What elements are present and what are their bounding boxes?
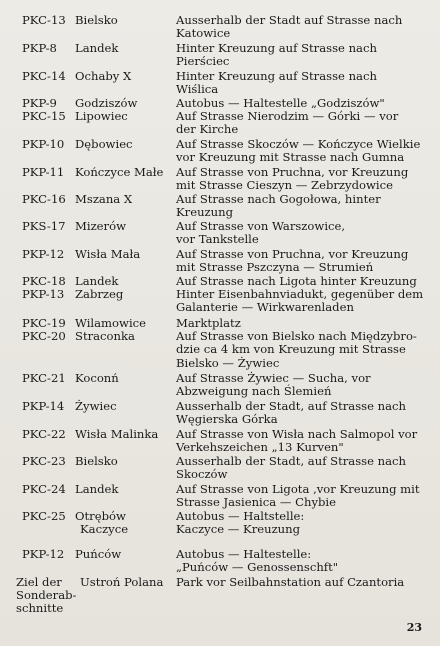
description-line: Auf Strasse von Bielsko nach Międzybro- <box>176 329 417 343</box>
entry-place: Koconń <box>75 371 119 385</box>
description-line: Auf Strasse von Pruchna, vor Kreuzung <box>176 247 409 261</box>
entry-code: PKP-10 <box>22 137 65 151</box>
entry-code: PKC-13 <box>22 13 66 27</box>
entry-place: Puńców <box>75 547 122 561</box>
entry-description <box>176 330 430 370</box>
entry-code: PKC-22 <box>22 427 66 441</box>
entry-place: Bielsko <box>75 13 118 27</box>
description-line: Hinter Eisenbahnviadukt, gegenüber dem <box>176 287 424 301</box>
description-line: Auf Strasse Nierodzim — Górki — vor <box>176 109 399 123</box>
entry-description <box>176 576 430 589</box>
description-line: Autobus — Haltestelle: <box>176 547 312 561</box>
description-line: der Kirche <box>176 122 239 137</box>
entry-code: PKC-19 <box>22 316 66 330</box>
description-line: mit Strasse Pszczyna — Strumień <box>176 260 374 275</box>
entry-description <box>176 400 430 427</box>
description-line: Marktplatz <box>176 316 241 330</box>
description-line: Węgierska Górka <box>176 412 278 427</box>
entry-code: PKP-12 <box>22 547 65 561</box>
entry-code: PKC-21 <box>22 371 66 385</box>
description-line: Auf Strasse von Ligota ,vor Kreuzung mit <box>176 482 420 496</box>
description-line: Auf Strasse Żywiec — Sucha, vor <box>176 371 371 385</box>
entry-description <box>176 70 430 97</box>
entry-description <box>176 110 430 137</box>
entry-code: PKP-8 <box>22 41 57 55</box>
description-line: „Puńców — Genossenschft" <box>176 560 339 575</box>
entry-place: Godziszów <box>75 96 138 110</box>
description-line: Auf Strasse nach Ligota hinter Kreuzung <box>176 274 417 288</box>
entry-code: PKC-20 <box>22 329 66 343</box>
entry-place: Wisła Mała <box>75 247 141 261</box>
description-line: Auf Strasse von Warszowice, <box>176 219 346 233</box>
entry-description <box>176 193 430 220</box>
entry-code-line-2: Sonderab- <box>16 588 77 602</box>
entry-code: PKC-24 <box>22 482 66 496</box>
entry-code: Ziel der <box>16 575 62 589</box>
entry-description <box>176 220 430 247</box>
entry-code: PKP-14 <box>22 399 65 413</box>
description-line: vor Tankstelle <box>176 232 259 247</box>
description-line: Verkehszeichen „13 Kurven" <box>176 440 344 455</box>
entry-code: PKP-9 <box>22 96 57 110</box>
description-line: Kaczyce — Kreuzung <box>176 522 301 537</box>
description-line: Park vor Seilbahnstation auf Czantoria <box>176 575 405 589</box>
description-line: Strasse Jasienica — Chybie <box>176 495 337 510</box>
description-line: Abzweigung nach Ślemień <box>176 384 332 399</box>
entry-place: Żywiec <box>75 399 117 413</box>
entry-place: Kończyce Małe <box>75 165 164 179</box>
description-line: Kreuzung <box>176 205 233 220</box>
entry-code: PKC-14 <box>22 69 66 83</box>
entry-place: Wisła Malinka <box>75 427 159 441</box>
entry-description <box>176 42 430 69</box>
entry-place-secondary: Kaczyce <box>80 522 129 536</box>
entry-description <box>176 455 430 482</box>
entry-description <box>176 483 430 510</box>
description-line: Bielsko — Żywiec <box>176 355 280 370</box>
entry-place: Wilamowice <box>75 316 147 330</box>
entry-code: PKP-11 <box>22 165 65 179</box>
entry-code: PKC-16 <box>22 192 66 206</box>
entry-description <box>176 288 430 315</box>
entry-place: Dębowiec <box>75 137 133 151</box>
description-line: Katowice <box>176 26 231 41</box>
entry-place: Mizerów <box>75 219 126 233</box>
entry-description <box>176 372 430 399</box>
entry-place: Straconka <box>75 329 135 343</box>
entry-place: Zabrzeg <box>75 287 124 301</box>
description-line: Galanterie — Wirkwarenladen <box>176 300 354 315</box>
entry-code: PKC-23 <box>22 454 66 468</box>
description-line: Pierściec <box>176 54 230 69</box>
description-line: vor Kreuzung mit Strasse nach Gumna <box>176 150 405 165</box>
entry-description <box>176 248 430 275</box>
entry-code: PKP-13 <box>22 287 65 301</box>
entry-description <box>176 510 430 537</box>
description-line: Skoczów <box>176 467 228 482</box>
description-line: Ausserhalb der Stadt auf Strasse nach <box>176 13 403 27</box>
entry-description <box>176 138 430 165</box>
entry-description <box>176 428 430 455</box>
description-line: Auf Strasse Skoczów — Kończyce Wielkie <box>176 137 421 151</box>
description-line: Wiślica <box>176 82 219 97</box>
entry-code: PKC-18 <box>22 274 66 288</box>
entry-place: Ustroń Polana <box>80 575 164 589</box>
description-line: Ausserhalb der Stadt, auf Strasse nach <box>176 399 407 413</box>
description-line: Auf Strasse von Pruchna, vor Kreuzung <box>176 165 409 179</box>
page-number: 23 <box>406 621 422 634</box>
description-line: Hinter Kreuzung auf Strasse nach <box>176 69 377 83</box>
entry-place: Landek <box>75 274 119 288</box>
entry-code-line-3: schnitte <box>16 601 64 615</box>
entry-code: PKP-12 <box>22 247 65 261</box>
entry-description <box>176 14 430 41</box>
description-line: Auf Strasse von Wisła nach Salmopol vor <box>176 427 418 441</box>
description-line: dzie ca 4 km von Kreuzung mit Strasse <box>176 342 406 357</box>
entry-code: PKS-17 <box>22 219 66 233</box>
entry-code: PKC-25 <box>22 509 66 523</box>
entry-place: Bielsko <box>75 454 118 468</box>
entry-description <box>176 166 430 193</box>
entry-place: Landek <box>75 41 119 55</box>
entry-place: Landek <box>75 482 119 496</box>
description-line: Hinter Kreuzung auf Strasse nach <box>176 41 377 55</box>
description-line: Auf Strasse nach Gogołowa, hinter <box>176 192 381 206</box>
description-line: Autobus — Haltstelle: <box>176 509 305 523</box>
description-line: Ausserhalb der Stadt, auf Strasse nach <box>176 454 407 468</box>
entry-code: PKC-15 <box>22 109 66 123</box>
entry-description <box>176 548 430 575</box>
entry-place: Otrębów <box>75 509 126 523</box>
description-line: Autobus — Haltestelle „Godziszów" <box>176 96 385 110</box>
entry-place: Mszana X <box>75 192 133 206</box>
entry-place: Lipowiec <box>75 109 128 123</box>
entry-place: Ochaby X <box>75 69 132 83</box>
description-line: mit Strasse Cieszyn — Zebrzydowice <box>176 178 393 193</box>
